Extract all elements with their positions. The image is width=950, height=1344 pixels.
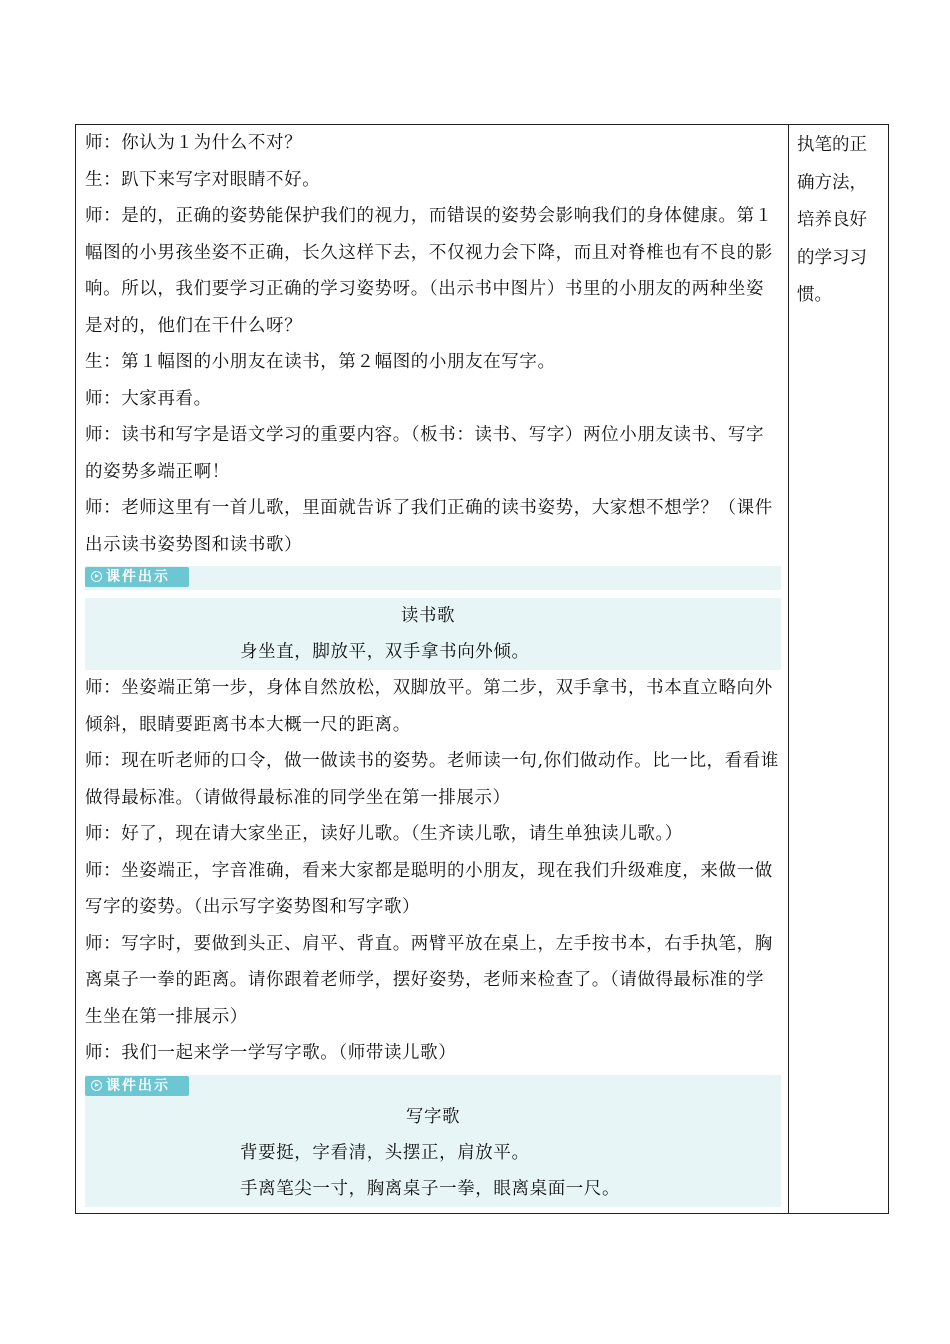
paragraph: 师：是的，正确的姿势能保护我们的视力，而错误的姿势会影响我们的身体健康。第１幅图的小男孩坐姿不正确，长久这样下去，不仅视力会下降，而且对脊椎也有不良的影响。所以，我们要学习正确的学习姿势呀。（出示书中图片）书里的小朋友的两种坐姿是对的，他们在干什么呀？ [85,206,773,336]
paragraph: 生：趴下来写字对眼睛不好。 [85,169,321,190]
paragraph: 师：我们一起来学一学写字歌。（师带读儿歌） [85,1043,457,1063]
lesson-table [75,124,889,1214]
reading-poem-box [85,598,781,670]
courseware-tag [85,1076,189,1096]
paragraph: 生：第１幅图的小朋友在读书，第２幅图的小朋友在写字。 [85,352,556,372]
poem-line: 背要挺，字看清，头摆正，肩放平。 [240,1142,530,1163]
courseware-banner [85,566,781,590]
poem-line: 身坐直，脚放平，双手拿书向外倾。 [240,642,530,662]
courseware-tag [85,567,189,587]
play-icon [91,1080,102,1091]
poem-title: 读书歌 [400,606,456,626]
courseware-tag-label: 课件出示 [106,569,170,585]
column-divider [788,125,789,1213]
poem-line: 手离笔尖一寸，胸离桌子一拳，眼离桌面一尺。 [240,1178,621,1199]
paragraph: 师：好了，现在请大家坐正，读好儿歌。（生齐读儿歌，请生单独读儿歌。） [85,824,683,844]
play-icon [91,571,102,582]
paragraph: 师：坐姿端正第一步，身体自然放松，双脚放平。第二步，双手拿书，书本直立略向外倾斜，眼睛要距离书本大概一尺的距离。 [85,678,773,735]
courseware-tag-label: 课件出示 [106,1077,170,1094]
courseware-banner [85,1075,781,1099]
paragraph: 师：老师这里有一首儿歌，里面就告诉了我们正确的读书姿势，大家想不想学？（课件出示读书姿势图和读书歌） [85,498,773,555]
sidebar-note: 执笔的正确方法，培养良好的学习习惯。 [797,135,867,305]
paragraph: 师：大家再看。 [85,388,212,409]
paragraph: 师：写字时，要做到头正、肩平、背直。两臂平放在桌上，左手按书本，右手执笔，胸离桌子一拳的距离。请你跟着老师学，摆好姿势，老师来检查了。（请做得最标准的学生坐在第一排展示） [85,933,773,1027]
lesson-content [85,125,781,1207]
paragraph: 师：你认为１为什么不对？ [85,133,303,153]
writing-poem-box [85,1099,781,1207]
paragraph: 师：读书和写字是语文学习的重要内容。（板书：读书、写字）两位小朋友读书、写字的姿势多端正啊！ [85,425,765,482]
poem-title: 写字歌 [405,1106,461,1127]
paragraph: 师：坐姿端正，字音准确，看来大家都是聪明的小朋友，现在我们升级难度，来做一做写字的姿势。（出示写字姿势图和写字歌） [85,860,773,917]
paragraph: 师：现在听老师的口令，做一做读书的姿势。老师读一句,你们做动作。比一比，看看谁做得最标准。（请做得最标准的同学坐在第一排展示） [85,751,779,808]
